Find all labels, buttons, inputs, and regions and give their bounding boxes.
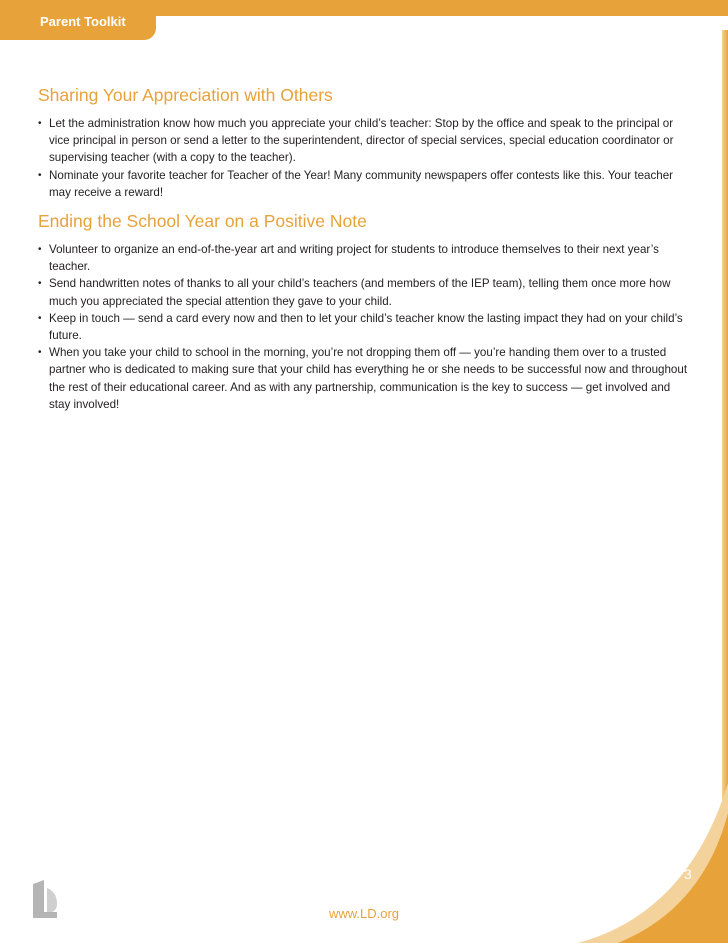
list-item: • Send handwritten notes of thanks to all your child’s teachers (and members of the IEP team), telling them once more how much you appreciated the special attention they gave to your child.: [38, 275, 690, 309]
list-item: • Keep in touch — send a card every now and then to let your child’s teacher know the lasting impact they had on your child’s future.: [38, 310, 690, 344]
list-item: • Nominate your favorite teacher for Teacher of the Year! Many community newspapers offer contests like this. Your teacher may receive a reward!: [38, 167, 690, 201]
section-heading-appreciation: Sharing Your Appreciation with Others: [38, 85, 333, 105]
footer-url-link[interactable]: www.LD.org: [328, 906, 400, 921]
header-tab-label: Parent Toolkit: [40, 14, 126, 29]
ending-year-list: [38, 241, 690, 413]
list-item: • Let the administration know how much you appreciate your child’s teacher: Stop by the office and speak to the principal or vice principal in person or send a letter to the superintendent, director of special services, special education coordinator or supervising teacher (with a copy to the teacher).: [38, 115, 690, 167]
section-heading-ending-year: Ending the School Year on a Positive Note: [38, 211, 367, 232]
list-item: • When you take your child to school in the morning, you’re not dropping them off — you’re handing them over to a trusted partner who is dedicated to making sure that your child has everything he or she needs to be successful now and throughout the rest of their educational career. And as with any partnership, communication is the key to success — get involved and stay involved!: [38, 344, 690, 413]
page-number: 3: [684, 866, 692, 882]
page-content: [38, 84, 690, 413]
header-tab: [0, 0, 156, 40]
appreciation-list: [38, 115, 690, 201]
list-item: • Volunteer to organize an end-of-the-year art and writing project for students to introduce themselves to their next year’s teacher.: [38, 241, 690, 275]
